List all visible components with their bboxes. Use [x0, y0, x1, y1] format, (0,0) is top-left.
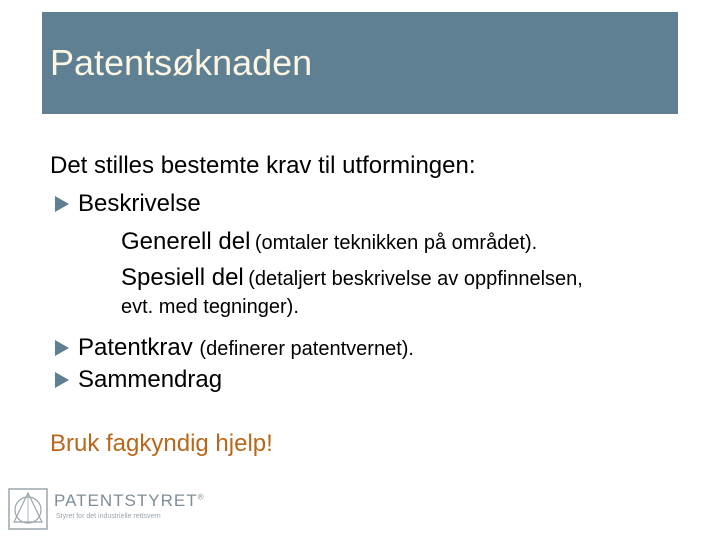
sub-item-label: Generell del [121, 228, 251, 255]
bullet-patentkrav [55, 334, 414, 362]
triangle-bullet-icon [55, 340, 69, 356]
bullet-label: Beskrivelse [78, 190, 201, 217]
sub-item-spesiell [121, 264, 583, 292]
bullet-label: Patentkrav [78, 334, 193, 361]
intro-text: Det stilles bestemte krav til utformingen: [50, 152, 476, 179]
sub-item-continuation: evt. med tegninger). [121, 296, 299, 318]
logo-tagline: Styret for det industrielle rettsvern [56, 513, 161, 520]
sub-item-detail: (omtaler teknikken på området). [254, 232, 538, 254]
sub-item-label: Spesiell del [121, 264, 244, 291]
triangle-bullet-icon [55, 196, 69, 212]
sub-item-generell [121, 228, 537, 256]
bullet-label: Sammendrag [78, 366, 223, 393]
logo-mark-icon [8, 488, 48, 530]
bullet-beskrivelse [55, 190, 201, 218]
bullet-sammendrag [55, 366, 222, 394]
logo-name: PATENTSTYRET® [54, 491, 205, 510]
bullet-detail: (definerer patentvernet). [199, 338, 414, 360]
patentstyret-logo [8, 488, 208, 532]
call-to-action: Bruk fagkyndig hjelp! [50, 430, 273, 457]
triangle-bullet-icon [55, 372, 69, 388]
slide-title: Patentsøknaden [50, 42, 313, 83]
sub-item-detail: (detaljert beskrivelse av oppfinnelsen, [248, 268, 583, 290]
